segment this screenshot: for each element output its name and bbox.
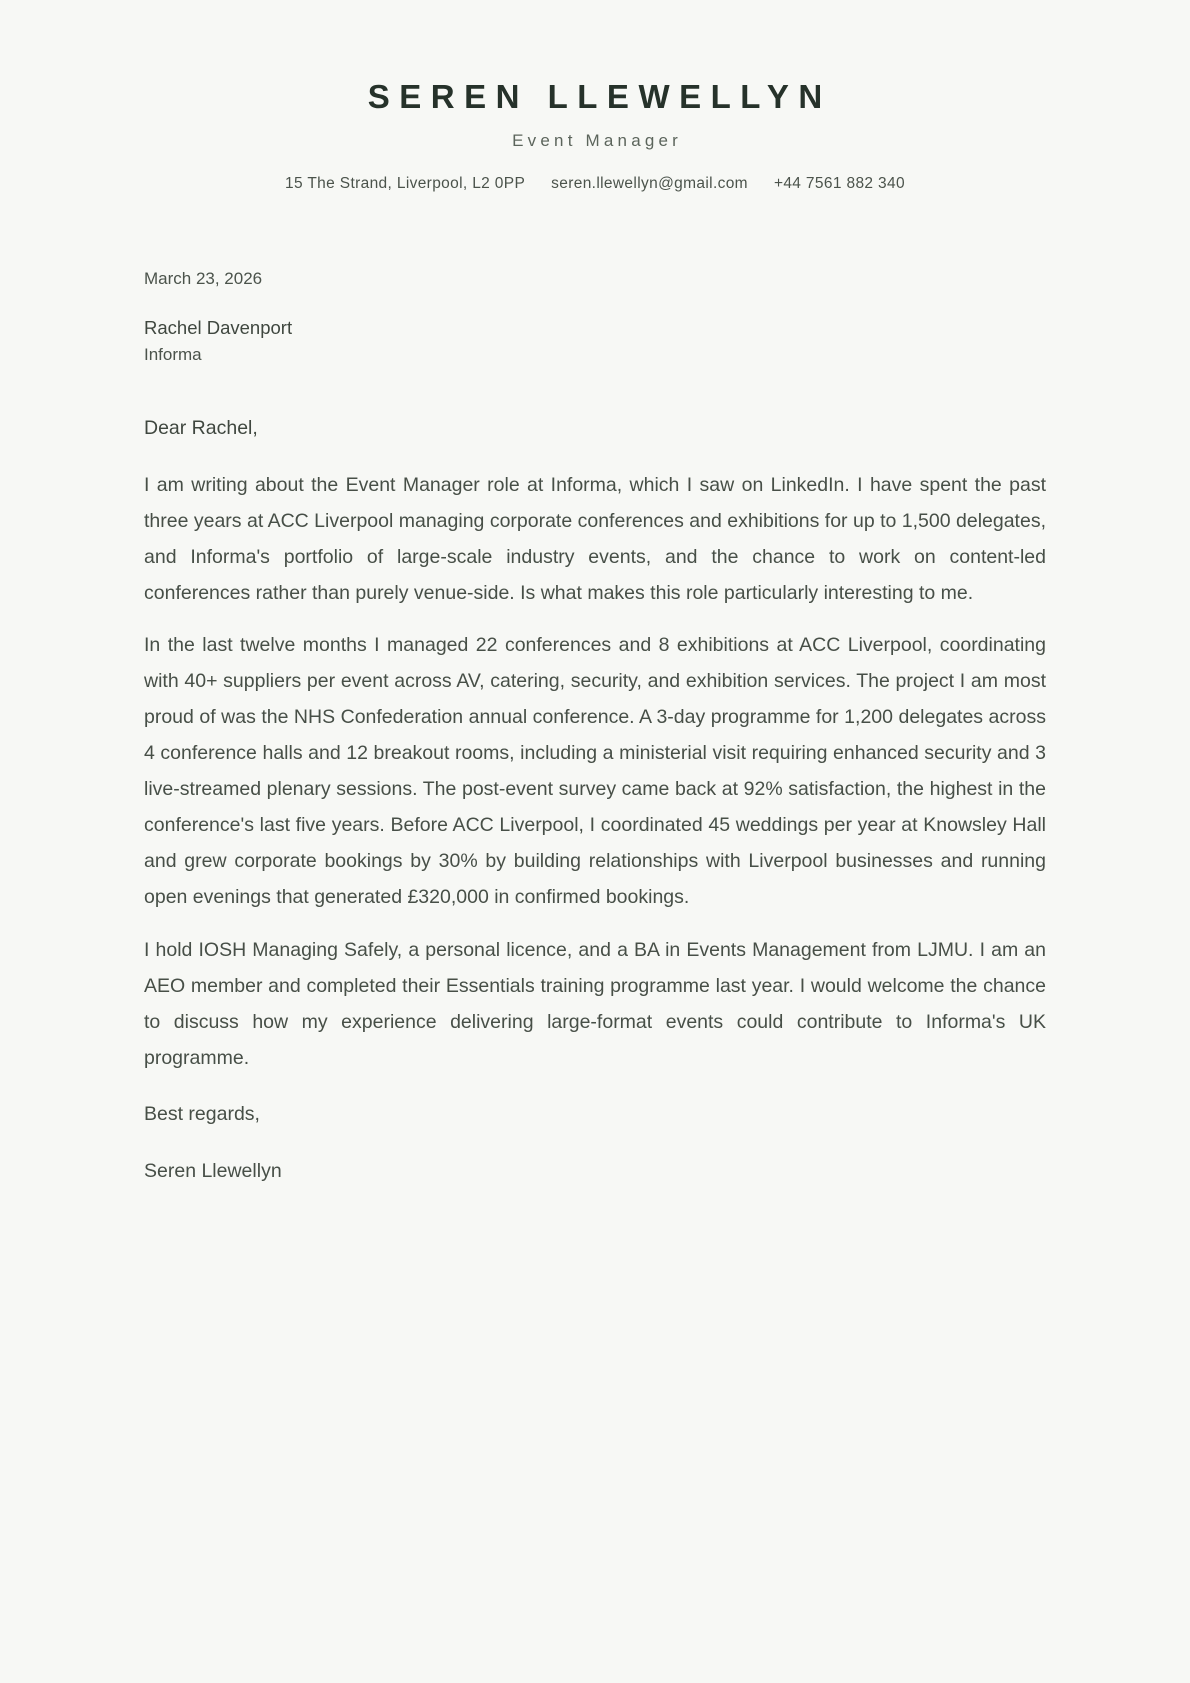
contact-phone[interactable]: +44 7561 882 340: [773, 175, 905, 193]
body-paragraph-3: I hold IOSH Managing Safely, a personal licence, and a BA in Events Management from LJMU. I am an AEO member and completed their Essentials training programme last year. I would welcome the chance to discuss how my experience delivering large-format events could contribute to Informa's UK programme.: [144, 938, 1046, 1069]
signature-name: Seren Llewellyn: [144, 1160, 282, 1183]
job-title-subheading: Event Manager: [512, 130, 683, 150]
letter-body: [144, 193, 1046, 1186]
body-paragraph-2: In the last twelve months I managed 22 conferences and 8 exhibitions at ACC Liverpool, coordinating with 40+ suppliers per event across AV, catering, security, and exhibition services. The project I am most proud of was the NHS Confederation annual conference. A 3-day programme for 1,200 delegates across 4 conference halls and 12 breakout rooms, including a ministerial visit requiring enhanced security and 3 live-streamed plenary sessions. The post-event survey came back at 92% satisfaction, the highest in the conference's last five years. Before ACC Liverpool, I coordinated 45 weddings per year at Knowsley Hall and grew corporate bookings by 30% by building relationships with Liverpool businesses and running open evenings that generated £320,000 in confirmed bookings.: [144, 634, 1046, 909]
recipient-block: [144, 315, 1046, 367]
recipient-company: Informa: [144, 345, 202, 365]
contact-address: 15 The Strand, Liverpool, L2 0PP: [285, 175, 526, 193]
salutation: Dear Rachel,: [144, 416, 258, 439]
letter-date: March 23, 2026: [144, 269, 263, 289]
closing-line: Best regards,: [144, 1102, 260, 1125]
letter-header: [0, 0, 1190, 193]
page-title: SEREN LLEWELLYN: [367, 78, 832, 115]
contact-info-row: [0, 175, 1190, 193]
body-paragraph-1: I am writing about the Event Manager role at Informa, which I saw on LinkedIn. I have spent the past three years at ACC Liverpool managing corporate conferences and exhibitions for up to 1,500 delegates, and Informa's portfolio of large-scale industry events, and the chance to work on content-led conferences rather than purely venue-side. Is what makes this role particularly interesting to me.: [144, 473, 1046, 604]
contact-email[interactable]: seren.llewellyn@gmail.com: [551, 175, 748, 193]
recipient-name: Rachel Davenport: [144, 317, 293, 339]
